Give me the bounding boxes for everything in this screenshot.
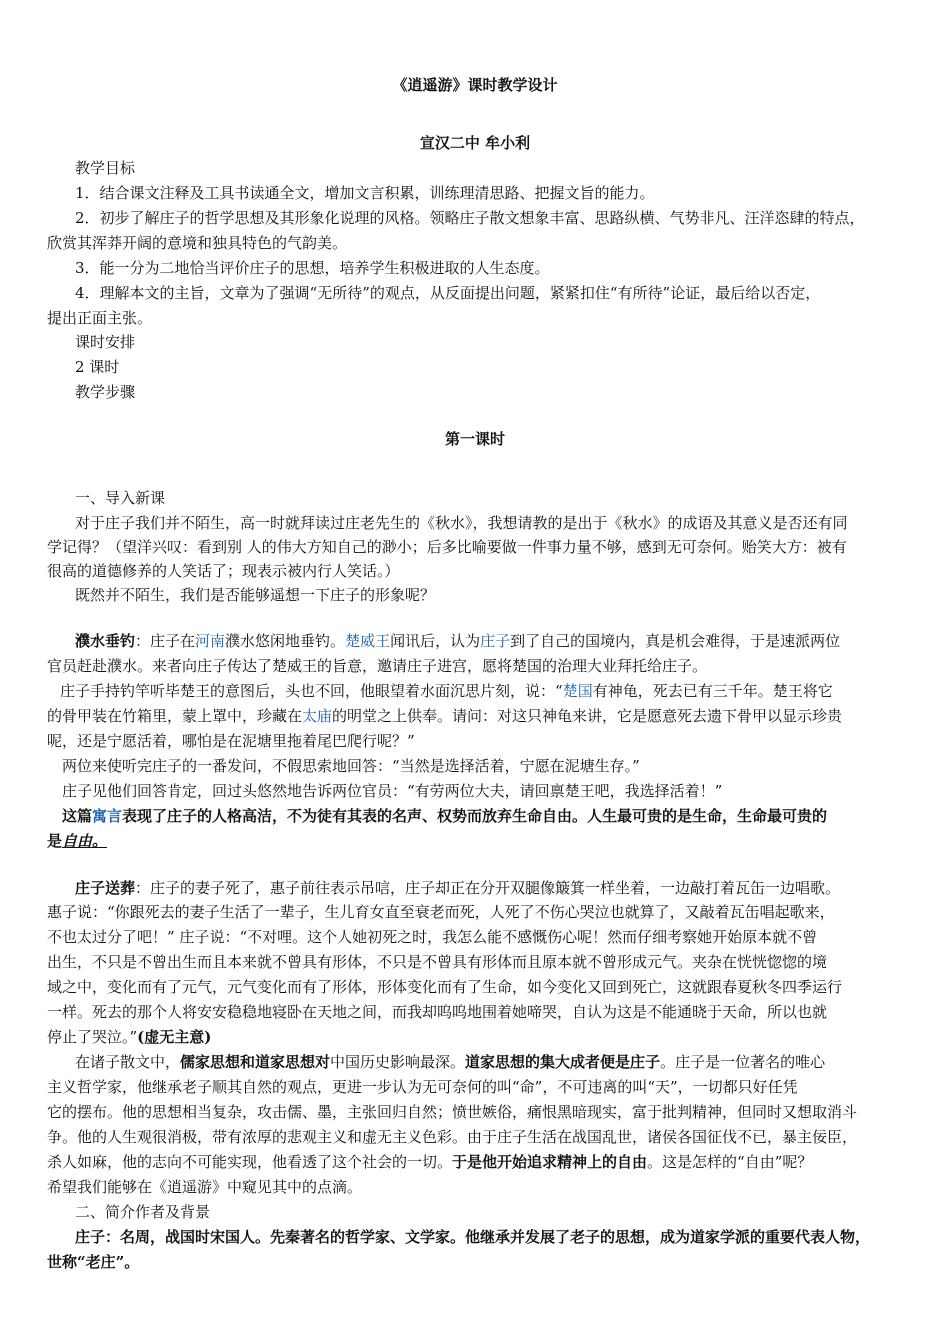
story2-line-2: 惠子说：“你跟死去的妻子生活了一辈子，生儿育女直至衰老而死，人死了不伤心哭泣也就算了，又敲着瓦缶唱起歌来， bbox=[47, 903, 835, 921]
story1-moral-end: 是自由。 bbox=[47, 832, 108, 850]
author-intro-line-1: 庄子：名周，战国时宋国人。先秦著名的哲学家、文学家。他继承并发展了老子的思想，成为道家学派的重要代表人物， bbox=[75, 1228, 871, 1246]
goal-3: 3．能一分为二地恰当评价庄子的思想，培养学生积极进取的人生态度。 bbox=[75, 259, 550, 277]
intro-line-d: 既然并不陌生，我们是否能够遥想一下庄子的形象呢？ bbox=[75, 586, 436, 604]
story2-line-5: 域之中，变化而有了元气，元气变化而有了形体，形体变化而有了生命，如今变化又回到死亡，这就跟春夏秋冬四季运行 bbox=[47, 978, 843, 996]
story1-line-3: 庄子手持钓竿听毕楚王的意图后，头也不回，他眼望着水面沉思片刻，说：“楚国有神龟，死去已有三千年。楚王将它 bbox=[60, 682, 833, 700]
para3-line-4: 争。他的人生观很消极，带有浓厚的悲观主义和虚无主义色彩。由于庄子生活在战国乱世，诸侯各国征伐不已，暴主佞臣， bbox=[47, 1128, 858, 1146]
link-yuyan[interactable]: 寓言 bbox=[92, 807, 123, 825]
goal-4a: 4．理解本文的主旨，文章为了强调“无所待”的观点，从反面提出问题，紧紧扣住“有所待”论证，最后给以否定， bbox=[75, 284, 821, 302]
story2-label: 庄子送葬 bbox=[75, 879, 136, 897]
goal-2a: 2．初步了解庄子的哲学思想及其形象化说理的风格。领略庄子散文想象丰富、思路纵横、气势非凡、汪洋恣肆的特点， bbox=[75, 209, 865, 227]
schedule-value: 2 课时 bbox=[75, 358, 120, 376]
story1-line-6: 两位来使听完庄子的一番发问，不假思索地回答：“当然是选择活着，宁愿在泥塘生存。” bbox=[62, 757, 640, 775]
goal-1: 1．结合课文注释及工具书读通全文，增加文言积累，训练理清思路、把握文旨的能力。 bbox=[75, 184, 655, 202]
story1-line-4: 的骨甲装在竹箱里，蒙上罩中，珍藏在太庙的明堂之上供奉。请问：对这只神龟来讲，它是愿意死去遗下骨甲以显示珍贵 bbox=[47, 707, 843, 725]
goal-4b: 提出正面主张。 bbox=[47, 309, 153, 327]
story2-line-3: 不也太过分了吧！” 庄子说：“不对哩。这个人她初死之时，我怎么能不感慨伤心呢！然而仔细考察她开始原本就不曾 bbox=[47, 928, 818, 946]
link-chuweiwang[interactable]: 楚威王 bbox=[345, 632, 391, 650]
intro-line-a: 对于庄子我们并不陌生，高一时就拜读过庄老先生的《秋水》，我想请教的是出于《秋水》的成语及其意义是否还有同 bbox=[75, 514, 848, 532]
story2-line-1: 庄子送葬：庄子的妻子死了，惠子前往表示吊唁，庄子却正在分开双腿像簸箕一样坐着，一边敲打着瓦缶一边唱歌。 bbox=[75, 879, 841, 897]
story2-line-4: 出生，不只是不曾出生而且本来就不曾具有形体，不只是不曾具有形体而且原本就不曾形成元气。夹杂在恍恍惚惚的境 bbox=[47, 953, 828, 971]
story2-line-7: 停止了哭泣。”(虚无主意) bbox=[47, 1028, 212, 1046]
story1-label: 濮水垂钓 bbox=[75, 632, 136, 650]
story2-note: (虚无主意) bbox=[137, 1028, 212, 1046]
freedom-emphasis: 自由。 bbox=[62, 832, 108, 850]
link-chuguo[interactable]: 楚国 bbox=[562, 682, 593, 700]
section-2-heading: 二、简介作者及背景 bbox=[75, 1203, 211, 1221]
story1-line-5: 呢，还是宁愿活着，哪怕是在泥塘里拖着尾巴爬行呢？” bbox=[47, 732, 415, 750]
schedule-heading: 课时安排 bbox=[75, 333, 136, 351]
doc-author: 宣汉二中 牟小利 bbox=[419, 134, 531, 152]
intro-line-b: 学记得？（望洋兴叹：看到别 人的伟大方知自己的渺小；后多比喻要做一件事力量不够，感到无可奈何。贻笑大方：被有 bbox=[47, 538, 847, 556]
section-1-heading: 一、导入新课 bbox=[75, 489, 166, 507]
author-intro-line-2: 世称“老庄”。 bbox=[47, 1253, 140, 1271]
doc-title: 《逍遥游》课时教学设计 bbox=[392, 76, 558, 94]
story1-line-2: 官员赶赴濮水。来者向庄子传达了楚威王的旨意，邀请庄子进宫，愿将楚国的治理大业拜托给庄子。 bbox=[47, 657, 708, 675]
goal-2b: 欣赏其浑莽开阔的意境和独具特色的气韵美。 bbox=[47, 234, 348, 252]
story1-line-7: 庄子见他们回答肯定，回过头悠然地告诉两位官员：“有劳两位大夫，请回禀楚王吧，我选择活着！” bbox=[62, 782, 723, 800]
link-taimiao[interactable]: 太庙 bbox=[302, 707, 333, 725]
para3-line-2: 主义哲学家，他继承老子顺其自然的观点，更进一步认为无可奈何的叫“命”，不可违离的叫“天”，一切都只好任凭 bbox=[47, 1078, 798, 1096]
para3-line-5: 杀人如麻，他的志向不可能实现，他看透了这个社会的一切。于是他开始追求精神上的自由。这是怎样的“自由”呢？ bbox=[47, 1153, 813, 1171]
link-zhuangzi[interactable]: 庄子 bbox=[480, 632, 511, 650]
link-henan[interactable]: 河南 bbox=[195, 632, 226, 650]
para3-line-3: 它的摆布。他的思想相当复杂，攻击儒、墨，主张回归自然；愤世嫉俗，痛恨黑暗现实，富于批判精神，但同时又想取消斗 bbox=[47, 1103, 858, 1121]
story1-line-1: 濮水垂钓：庄子在河南濮水悠闲地垂钓。楚威王闻讯后，认为庄子到了自己的国境内，真是机会难得，于是速派两位 bbox=[75, 632, 841, 650]
story1-moral-line: 这篇寓言表现了庄子的人格高洁，不为徒有其表的名声、权势而放弃生命自由。人生最可贵的是生命，生命最可贵的 bbox=[62, 807, 828, 825]
story2-line-6: 一样。死去的那个人将安安稳稳地寝卧在天地之间，而我却呜呜地围着她啼哭，自认为这是不能通晓于天命，所以也就 bbox=[47, 1003, 828, 1021]
intro-line-c: 很高的道德修养的人笑话了；现表示被内行人笑话。） bbox=[47, 562, 400, 580]
para3-line-6: 希望我们能够在《逍遥游》中窥见其中的点滴。 bbox=[47, 1178, 363, 1196]
lesson-1-heading: 第一课时 bbox=[444, 430, 505, 448]
para3-line-1: 在诸子散文中，儒家思想和道家思想对中国历史影响最深。道家思想的集大成者便是庄子。庄子是一位著名的唯心 bbox=[75, 1053, 826, 1071]
goals-heading: 教学目标 bbox=[75, 159, 136, 177]
steps-heading: 教学步骤 bbox=[75, 383, 136, 401]
